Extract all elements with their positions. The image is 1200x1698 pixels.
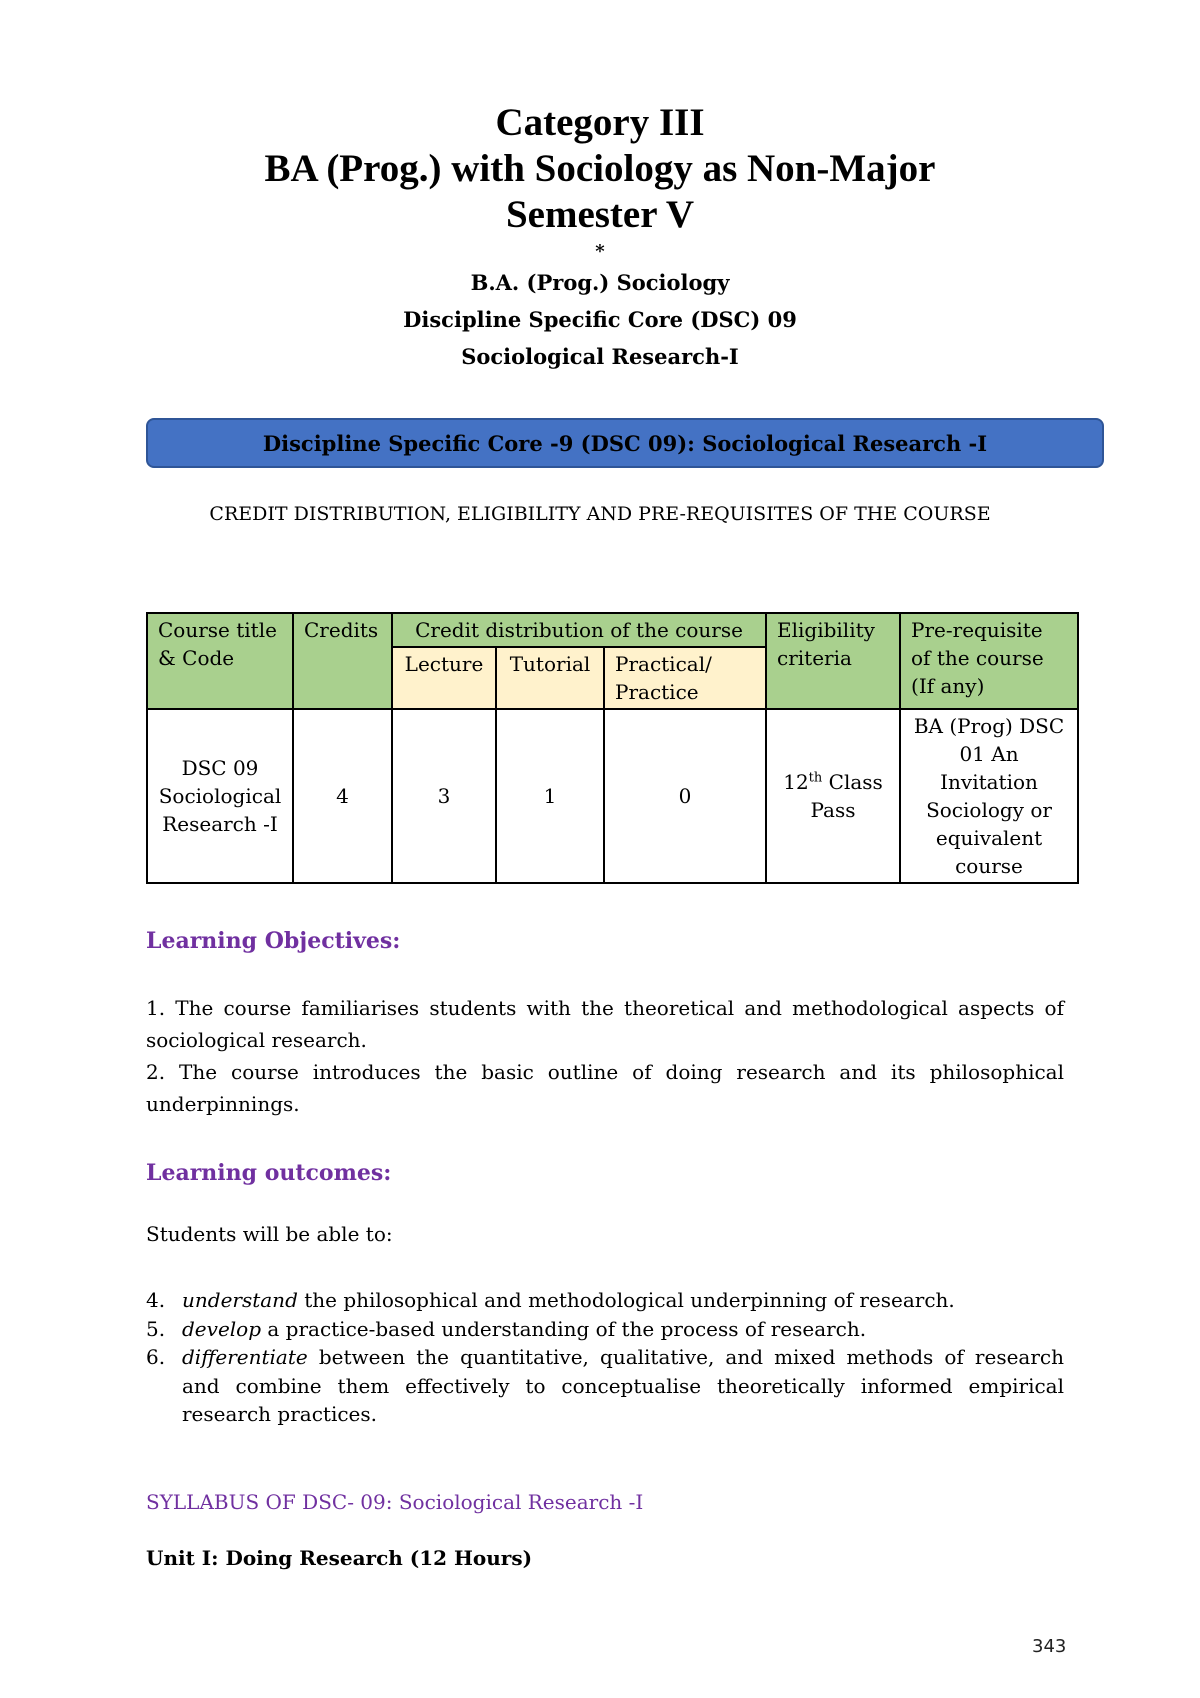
cell-lecture: 3 <box>392 709 496 883</box>
dsc-subtitle: Discipline Specific Core (DSC) 09 <box>403 307 797 332</box>
page-number: 343 <box>1032 1636 1067 1657</box>
cell-course-code <box>147 709 293 883</box>
category-title: Category III <box>495 101 705 144</box>
course-name: Sociological Research -I <box>158 784 282 836</box>
cell-eligibility <box>766 709 900 883</box>
semester-title: Semester V <box>505 193 695 236</box>
course-code: DSC 09 <box>181 756 259 780</box>
outcome-text: a practice-based understanding of the process of research. <box>261 1316 867 1341</box>
cell-practical: 0 <box>604 709 766 883</box>
header-practical: Practical/ Practice <box>604 647 766 709</box>
objective-item-2: 2. The course introduces the basic outline of doing research and its philosophical underpinnings. <box>146 1060 1064 1116</box>
cell-credits: 4 <box>293 709 392 883</box>
objective-item-1: 1. The course familiarises students with the theoretical and methodological aspects of sociological research. <box>146 996 1064 1052</box>
outcome-number: 5. <box>146 1316 166 1341</box>
programme-subtitle: B.A. (Prog.) Sociology <box>470 270 730 295</box>
syllabus-heading: SYLLABUS OF DSC- 09: Sociological Research -I <box>146 1490 644 1514</box>
separator-star: * <box>595 241 605 262</box>
outcomes-heading: Learning outcomes: <box>146 1160 392 1186</box>
eligibility-number: 12 <box>783 770 809 794</box>
cell-tutorial: 1 <box>496 709 604 883</box>
outcome-verb: differentiate <box>182 1345 308 1369</box>
outcomes-list <box>146 1286 1064 1429</box>
unit-heading: Unit I: Doing Research (12 Hours) <box>146 1546 533 1570</box>
course-subtitle: Sociological Research-I <box>461 344 739 369</box>
list-item <box>146 1315 1064 1344</box>
header-lecture: Lecture <box>392 647 496 709</box>
outcomes-intro: Students will be able to: <box>146 1222 393 1246</box>
header-credit-distribution: Credit distribution of the course <box>392 613 766 647</box>
outcome-text: between the quantitative, qualitative, and mixed methods of research and combine them effectively to conceptualise theoretically informed empirical research practices. <box>182 1345 1064 1426</box>
title-block <box>0 100 1200 375</box>
course-banner: Discipline Specific Core -9 (DSC 09): Sociological Research -I <box>146 418 1104 468</box>
outcome-verb: develop <box>182 1316 262 1341</box>
header-credits: Credits <box>293 613 392 709</box>
header-eligibility: Eligibility criteria <box>766 613 900 709</box>
programme-title: BA (Prog.) with Sociology as Non-Major <box>264 147 936 190</box>
list-item <box>146 1286 1064 1315</box>
eligibility-text: Class Pass <box>810 770 883 822</box>
outcome-number: 4. <box>146 1288 166 1312</box>
header-course-title: Course title & Code <box>147 613 293 709</box>
list-item <box>146 1343 1064 1429</box>
credit-distribution-table <box>146 612 1079 884</box>
objectives-heading: Learning Objectives: <box>146 928 401 954</box>
eligibility-suffix: th <box>808 770 823 786</box>
outcome-text: the philosophical and methodological underpinning of research. <box>297 1288 955 1312</box>
outcome-number: 6. <box>146 1345 166 1369</box>
header-tutorial: Tutorial <box>496 647 604 709</box>
cell-prerequisite: BA (Prog) DSC 01 An Invitation Sociology or equivalent course <box>900 709 1078 883</box>
credit-heading: CREDIT DISTRIBUTION, ELIGIBILITY AND PRE-REQUISITES OF THE COURSE <box>209 503 991 525</box>
outcome-verb: understand <box>182 1288 298 1312</box>
header-prerequisite: Pre-requisite of the course (If any) <box>900 613 1078 709</box>
